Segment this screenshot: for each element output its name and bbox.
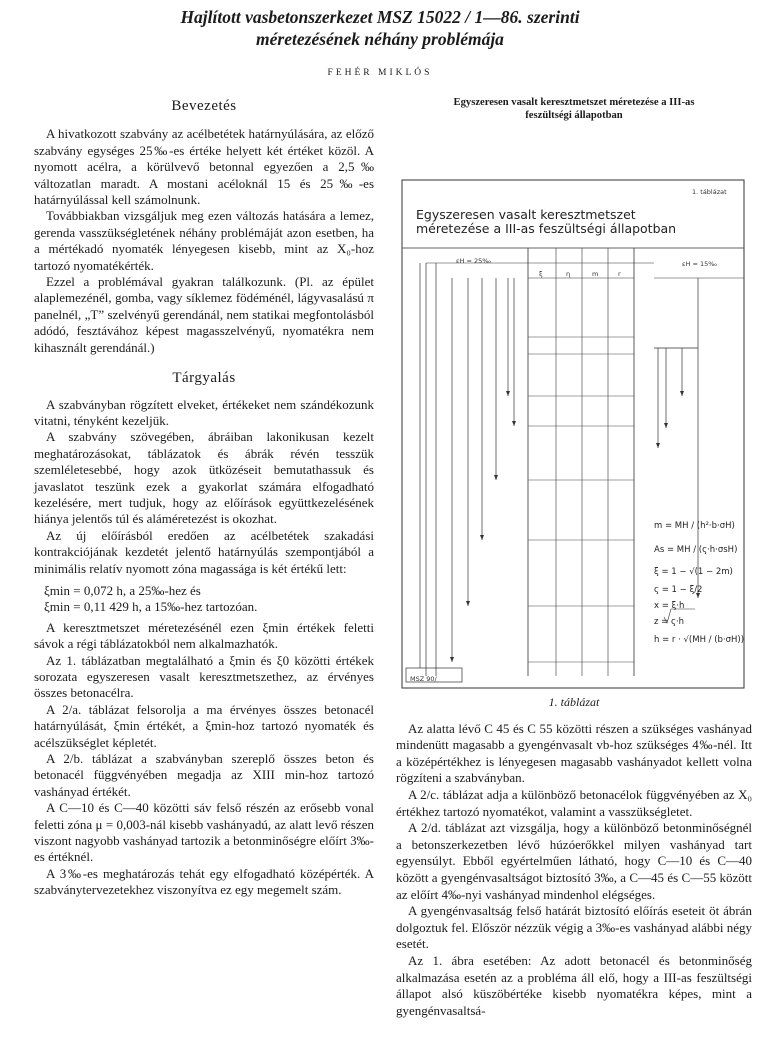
formula-xi-min-25: ξmin = 0,072 h, a 25‰-hez és [44, 582, 201, 598]
table-formula: ξ = 1 − √(1 − 2m) [654, 567, 733, 577]
table-inner-title [416, 208, 676, 236]
table-formula: As = MH / (ς·h·σsH) [654, 545, 738, 555]
paragraph: A C—10 és C—40 közötti sáv felső részén az erősebb vonal feletti zóna μ = 0,003-nál kisebb vashányadú, az alatt levő részen viszont nagyobb vashányad tartozik a betonminőségre előírt 3‰-es értéknél. [34, 800, 374, 865]
caption-line: Egyszeresen vasalt keresztmetszet méretezése a III-as [453, 97, 695, 108]
paragraph: A 2/a. táblázat felsorolja a ma érvényes összes betonacél határnyúlását, ξmin értékét, a ξmin-hoz tartozó nyomaték és acélszükséglet képletét. [34, 701, 374, 750]
table-formula: x = ξ·h [654, 601, 685, 611]
table-formula: h = r · √(MH / (b·σH)) [654, 635, 745, 645]
left-column [34, 96, 374, 899]
col-r: r [618, 270, 621, 278]
figure-caption-bottom: 1. táblázat [548, 695, 600, 709]
table-title-line: méretezése a III-as feszültségi állapotban [416, 221, 677, 236]
table-figure [396, 128, 752, 690]
caption-line: feszültségi állapotban [525, 110, 623, 121]
head-left: εH = 25‰ [456, 257, 491, 265]
paragraph: A 2/b. táblázat a szabványban szereplő összes beton és betonacél függvényében megadja az XIII min-hoz tartozó vashányad értékét. [34, 751, 374, 799]
heading-main: Tárgyalás [172, 370, 236, 387]
paragraph: A szabvány szövegében, ábráiban lakonikusan kezelt meghatározásokat, táblázatok és ábrák révén tesszük szemléletesebbé, hogy azok ütközéseit bemutathassuk és javaslatot teszünk ezek a gyakorlat számára elfogadható kezelésére, mert tudjuk, hogy az előírások együttkezelésének hiánya jelentős túl és aláméretezést is okozhat. [34, 429, 374, 527]
table-title-line: Egyszeresen vasalt keresztmetszet [416, 207, 636, 222]
col-xi: ξ [539, 270, 543, 278]
heading-intro: Bevezetés [171, 98, 237, 114]
col-eta: η [566, 270, 571, 278]
formula-xi-min-15: ξmin = 0,11 429 h, a 15‰-hez tartozóan. [44, 599, 258, 615]
paragraph: A szabványban rögzített elveket, értékeket nem szándékozunk vitatni, tényként kezeljük. [34, 396, 374, 428]
paragraph: A 3‰-es meghatározás tehát egy elfogadható középérték. A szabványtervezetekhez viszonyítva ez egy megemelt szám. [34, 865, 374, 898]
figure-caption-top [396, 96, 752, 122]
paragraph: A gyengénvasaltság felső határát biztosító előírás eseteit öt ábrán dolgoztuk fel. Először nézzük végig a 3‰-es vashányad alábbi négy esetét. [396, 903, 752, 952]
paragraph: A keresztmetszet méretezésénél ezen ξmin értékek feletti sávok a régi táblázatokból nem alkalmazhatók. [34, 619, 374, 652]
paragraph: A 2/d. táblázat azt vizsgálja, hogy a különböző betonminőségnél a betonszerkezetben lévő húzóerőkkel milyen vashányad tart egyensúlyt. Ebből egyértelműen látható, hogy C—10 és C—40 között a gyengénvasaltságot biztosító 3‰, a C—45 és C—55 között az előírt 4‰-nyi vashányad mindenhol elégséges. [396, 820, 752, 902]
table-formula: ς = 1 − ξ/2 [654, 585, 703, 595]
table-formula: z = ς·h [654, 617, 685, 627]
head-right: εH = 15‰ [682, 260, 717, 268]
paragraph: Az 1. táblázatban megtalálható a ξmin és ξ0 közötti értékek sorozata egyszeresen vasalt keresztmetszethez, az érvényes összes betonacélra. [34, 652, 374, 701]
paragraph: A 2/c. táblázat adja a különböző betonacélok függvényében az X₀ értékhez tartozó nyomatékot, valamint a vasszükségletet. [396, 786, 752, 819]
title-line-1: Hajlított vasbetonszerkezet MSZ 15022 / 1—86. szerinti [180, 7, 580, 27]
article-title [0, 6, 760, 50]
author: FEHÉR MIKLÓS [327, 68, 433, 78]
paragraph: Az 1. ábra esetében: Az adott betonacél és betonminőség alkalmazása esetén az a probléma áll elő, hogy a III-as feszültségi állapot alsó küszöbértéke kisebb nyomatékra képes, mint a gyengénvasaltsá- [396, 952, 752, 1018]
paragraph: Ezzel a problémával gyakran találkozunk. (Pl. az épület alaplemezénél, gomba, vagy síklemez födéménél, lágyvasalású π panelnél, „T” szelvényű gerendánál, nem statikai megfontolásból adódó, fesztávához képest magasszelvényű, nyomatékra nem kihasznált gerendánál.) [34, 274, 374, 355]
right-column [396, 96, 752, 1019]
table-stamp: MSZ 90/ [410, 675, 437, 683]
table-formula: m = MH / (h²·b·σH) [654, 521, 735, 531]
col-m: m [592, 270, 599, 278]
paragraph: A hivatkozott szabvány az acélbetétek határnyúlására, az előző szabvány egységes 25‰-es értéke helyett két értéket közöl. A nyomott acélra, a körülvevő betonnal egyezően a 2,5‰ változatlan maradt. A mostani acéloknál 15 és 25‰-es határnyúlással kell számolnunk. [34, 126, 374, 208]
paragraph: Továbbiakban vizsgáljuk meg ezen változás hatására a lemez, gerenda vasszükségletének néhány problémáját azon esetben, ha a mértékadó nyomaték lényegesen kisebb, mint az X₀-hoz tartozó nyomatékérték. [34, 208, 374, 273]
paragraph: Az új előírásból eredően az acélbetétek szakadási kontrakciójának kezdetét jelentő határnyúlás szempontjából a minimális relatív nyomott zóna magassága is két értékű lett: [34, 527, 374, 576]
title-line-2: méretezésének néhány problémája [256, 29, 504, 49]
table-corner-label: 1. táblázat [692, 188, 727, 196]
paragraph: Az alatta lévő C 45 és C 55 közötti részen a szükséges vashányad mindenütt magasabb a gyengénvasalt vb-hoz szükséges 4‰-nél. Itt a középértékhez is lényegesen magasabb vashányadot kellett volna rögzíteni a szabványban. [396, 720, 752, 786]
